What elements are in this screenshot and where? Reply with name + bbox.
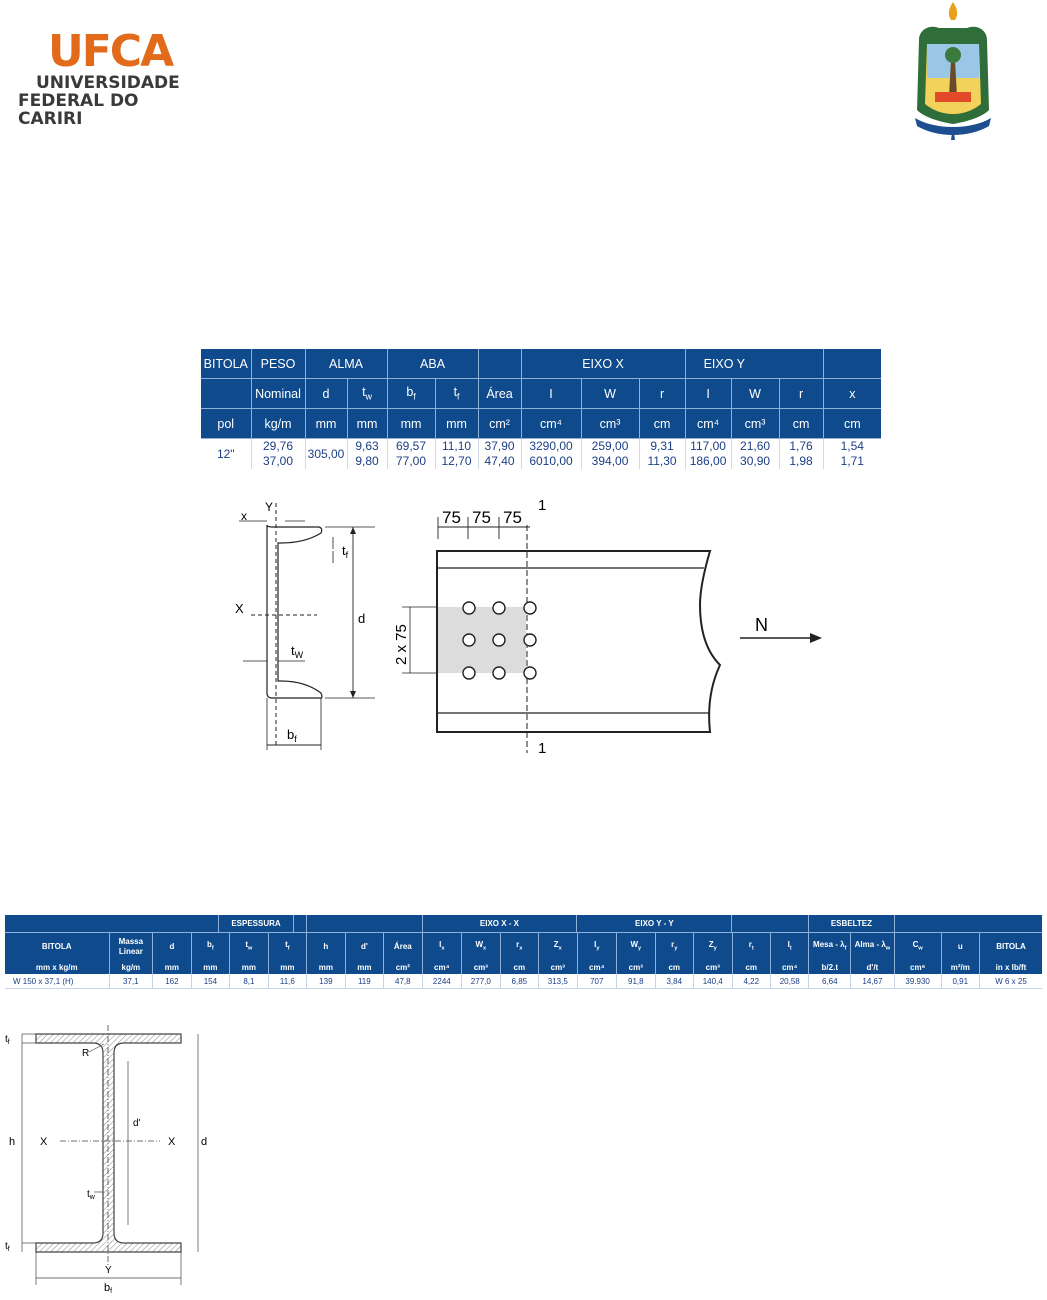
dim-2x75: 2 x 75 xyxy=(393,624,410,665)
cell: 37,90 xyxy=(478,439,521,455)
col-header: x xyxy=(823,379,881,409)
unit: cm xyxy=(823,409,881,439)
unit: in x lb/ft xyxy=(980,961,1042,974)
col-header: $t_f$ xyxy=(435,379,478,409)
cell: 14,67 xyxy=(851,974,895,989)
cell: 186,00 xyxy=(685,454,731,469)
unit: pol xyxy=(201,409,251,439)
cell: 9,31 xyxy=(639,439,685,455)
col-header: $C_w$ xyxy=(894,933,941,961)
unit: mm xyxy=(230,961,268,974)
cell: 277,0 xyxy=(462,974,500,989)
unit: mm xyxy=(305,409,347,439)
unit: cm xyxy=(779,409,823,439)
unit: mm xyxy=(347,409,387,439)
table2-group-row xyxy=(5,915,1042,933)
group-blank-2 xyxy=(732,915,809,933)
cell: 313,5 xyxy=(539,974,577,989)
col-header: d xyxy=(153,933,191,961)
table1-header-row xyxy=(201,379,881,409)
col-header: u xyxy=(941,933,979,961)
bolt-hole xyxy=(493,634,505,646)
col-header: Área xyxy=(478,379,521,409)
cell: 139 xyxy=(307,974,345,989)
cell: 37,1 xyxy=(109,974,153,989)
table1-units-row xyxy=(201,409,881,439)
w-shape-properties-table-body xyxy=(5,933,1042,989)
bolt-hole xyxy=(524,634,536,646)
dim-75-1: 75 xyxy=(442,508,461,527)
section-label-top: 1 xyxy=(538,497,547,514)
unit: cm xyxy=(500,961,538,974)
table-row xyxy=(5,974,1042,989)
cell: 47,40 xyxy=(478,454,521,469)
table-row xyxy=(201,439,881,455)
group-eixo-x: EIXO X xyxy=(521,349,685,379)
col-header: $t_w$ xyxy=(347,379,387,409)
label-x-small: x xyxy=(241,509,247,523)
ufca-logo xyxy=(18,26,198,129)
col-header: Nominal xyxy=(251,379,305,409)
cell: 8,1 xyxy=(230,974,268,989)
col-header xyxy=(201,379,251,409)
col-header: r xyxy=(779,379,823,409)
col-header: $r_y$ xyxy=(655,933,693,961)
bolt-hole xyxy=(463,602,475,614)
cell: 9,80 xyxy=(347,454,387,469)
cell: 12,70 xyxy=(435,454,478,469)
label-tf-bottom: $t_f$ xyxy=(5,1241,10,1253)
cell: 259,00 xyxy=(581,439,639,455)
university-name-line2: FEDERAL DO CARIRI xyxy=(18,91,139,129)
unit: cm³ xyxy=(731,409,779,439)
col-header: r xyxy=(639,379,685,409)
unit: cm³ xyxy=(581,409,639,439)
cell: 39.930 xyxy=(894,974,941,989)
bolt-hole xyxy=(463,667,475,679)
col-header: $t_f$ xyxy=(268,933,306,961)
col-header: I xyxy=(521,379,581,409)
bolt-hole xyxy=(493,667,505,679)
cell: 4,22 xyxy=(732,974,770,989)
col-header: Massa Linear xyxy=(109,933,153,961)
unit: cm⁴ xyxy=(521,409,581,439)
col-header: I xyxy=(685,379,731,409)
unit: cm⁴ xyxy=(422,961,462,974)
unit: cm² xyxy=(384,961,422,974)
unit: cm³ xyxy=(694,961,732,974)
bitola-cell: 12" xyxy=(201,439,251,470)
table2-header-row xyxy=(5,933,1042,961)
cell: 154 xyxy=(191,974,229,989)
unit: cm³ xyxy=(617,961,655,974)
label-d-prime: d' xyxy=(133,1118,141,1129)
unit: mm xyxy=(268,961,306,974)
group-bitola: BITOLA xyxy=(201,349,251,379)
unit: cm⁴ xyxy=(685,409,731,439)
col-header: $t_w$ xyxy=(230,933,268,961)
force-label-n: N xyxy=(755,615,768,635)
unit: mm xyxy=(153,961,191,974)
col-header: $I_t$ xyxy=(770,933,808,961)
col-header: $b_f$ xyxy=(387,379,435,409)
w-shape-properties-table xyxy=(5,915,1042,933)
unit: d'/t xyxy=(851,961,895,974)
unit: b/2.t xyxy=(809,961,851,974)
col-header: $I_y$ xyxy=(577,933,617,961)
cell: 2244 xyxy=(422,974,462,989)
cell: 11,6 xyxy=(268,974,306,989)
group-eixo-x-x: EIXO X - X xyxy=(422,915,577,933)
cell: 1,76 xyxy=(779,439,823,455)
cell: 119 xyxy=(345,974,383,989)
group-alma: ALMA xyxy=(305,349,387,379)
cell: 30,90 xyxy=(731,454,779,469)
group-blank-1 xyxy=(478,349,521,379)
label-tf: $t_f$ xyxy=(342,543,349,560)
cell: 11,30 xyxy=(639,454,685,469)
col-header: h xyxy=(307,933,345,961)
unit: cm xyxy=(732,961,770,974)
bolted-connection-diagram xyxy=(380,495,840,760)
cell: 394,00 xyxy=(581,454,639,469)
label-bf: bf xyxy=(104,1282,113,1295)
unit: mm xyxy=(435,409,478,439)
unit: cm⁶ xyxy=(894,961,941,974)
group-espessura: ESPESSURA xyxy=(218,915,294,932)
bolt-hole xyxy=(524,667,536,679)
unit: kg/m xyxy=(109,961,153,974)
col-header: d xyxy=(305,379,347,409)
col-header: Mesa - $\lambda_f$ xyxy=(809,933,851,961)
label-d: d xyxy=(201,1136,208,1148)
group-eixo-y: EIXO Y xyxy=(685,349,823,379)
cell: 3290,00 xyxy=(521,439,581,455)
cell: 140,4 xyxy=(694,974,732,989)
cell: 1,71 xyxy=(840,454,864,468)
col-header: W xyxy=(581,379,639,409)
cell: W 150 x 37,1 (H) xyxy=(5,974,109,989)
university-crest-icon xyxy=(905,0,1001,145)
unit: mm x kg/m xyxy=(5,961,109,974)
unit: cm xyxy=(639,409,685,439)
bolt-hole xyxy=(493,602,505,614)
ufca-wordmark: UFCA xyxy=(48,26,173,77)
cell: 21,60 xyxy=(731,439,779,455)
label-y: Y xyxy=(265,500,274,514)
label-h: h xyxy=(9,1136,16,1148)
unit: mm xyxy=(307,961,345,974)
label-bf: $b_f$ xyxy=(287,727,297,744)
col-header: BITOLA xyxy=(5,933,109,961)
w-shape-section-diagram xyxy=(0,1025,220,1300)
cell: 1,54 xyxy=(840,439,864,453)
col-header: $r_t$ xyxy=(732,933,770,961)
label-x-right: X xyxy=(168,1136,176,1148)
unit: m²/m xyxy=(941,961,979,974)
label-tf-top: $t_f$ xyxy=(5,1034,10,1046)
cell: 77,00 xyxy=(387,454,435,469)
col-header: $I_x$ xyxy=(422,933,462,961)
col-header: $W_y$ xyxy=(617,933,655,961)
unit: cm³ xyxy=(462,961,500,974)
table-row xyxy=(201,454,881,469)
bolt-hole xyxy=(524,602,536,614)
col-header: $Z_y$ xyxy=(694,933,732,961)
cell: 6,64 xyxy=(809,974,851,989)
cell: 1,98 xyxy=(779,454,823,469)
label-tw: $t_w$ xyxy=(87,1189,95,1201)
cell: 162 xyxy=(153,974,191,989)
channel-section-diagram xyxy=(225,495,375,755)
table1-group-row xyxy=(201,349,881,379)
bolt-hole xyxy=(463,634,475,646)
cell: 707 xyxy=(577,974,617,989)
cell: 37,00 xyxy=(251,454,305,469)
group-empty-2 xyxy=(894,915,1042,933)
cell: 20,58 xyxy=(770,974,808,989)
cell: 9,63 xyxy=(347,439,387,455)
unit: cm⁴ xyxy=(577,961,617,974)
label-tw: $t_W$ xyxy=(291,643,304,660)
cell: W 6 x 25 xyxy=(980,974,1042,989)
cell: 0,91 xyxy=(941,974,979,989)
group-esbeltez: ESBELTEZ xyxy=(809,915,894,933)
section-label-bottom: 1 xyxy=(538,740,547,757)
cell: 69,57 xyxy=(387,439,435,455)
col-header: Área xyxy=(384,933,422,961)
unit: mm xyxy=(191,961,229,974)
cell: 6,85 xyxy=(500,974,538,989)
label-r: R xyxy=(82,1048,90,1059)
group-aba: ABA xyxy=(387,349,478,379)
col-header: BITOLA xyxy=(980,933,1042,961)
cell: 117,00 xyxy=(685,439,731,455)
label-d: d xyxy=(358,611,366,626)
cell: 6010,00 xyxy=(521,454,581,469)
col-header: $W_x$ xyxy=(462,933,500,961)
channel-properties-table xyxy=(201,349,881,469)
unit: cm² xyxy=(478,409,521,439)
col-header: $r_x$ xyxy=(500,933,538,961)
col-header: W xyxy=(731,379,779,409)
unit: mm xyxy=(345,961,383,974)
unit: cm⁴ xyxy=(770,961,808,974)
cell: 3,84 xyxy=(655,974,693,989)
cell: 47,8 xyxy=(384,974,422,989)
unit: mm xyxy=(387,409,435,439)
cell: 29,76 xyxy=(251,439,305,455)
table2-units-row xyxy=(5,961,1042,974)
group-eixo-y-y: EIXO Y - Y xyxy=(577,915,732,933)
university-name-line1: UNIVERSIDADE xyxy=(36,73,180,93)
col-header: d' xyxy=(345,933,383,961)
cell: 11,10 xyxy=(435,439,478,455)
group-blank-2 xyxy=(823,349,881,379)
col-header: $Z_x$ xyxy=(539,933,577,961)
group-peso: PESO xyxy=(251,349,305,379)
label-x-left: X xyxy=(40,1136,48,1148)
d-cell: 305,00 xyxy=(305,439,347,470)
dim-75-3: 75 xyxy=(503,508,522,527)
label-X: X xyxy=(235,601,244,616)
unit: cm³ xyxy=(539,961,577,974)
col-header: $b_f$ xyxy=(191,933,229,961)
unit: kg/m xyxy=(251,409,305,439)
cell: 91,8 xyxy=(617,974,655,989)
dim-75-2: 75 xyxy=(472,508,491,527)
col-header: Alma - $\lambda_w$ xyxy=(851,933,895,961)
label-y: Y xyxy=(105,1265,112,1276)
group-blank xyxy=(307,915,422,933)
unit: cm xyxy=(655,961,693,974)
